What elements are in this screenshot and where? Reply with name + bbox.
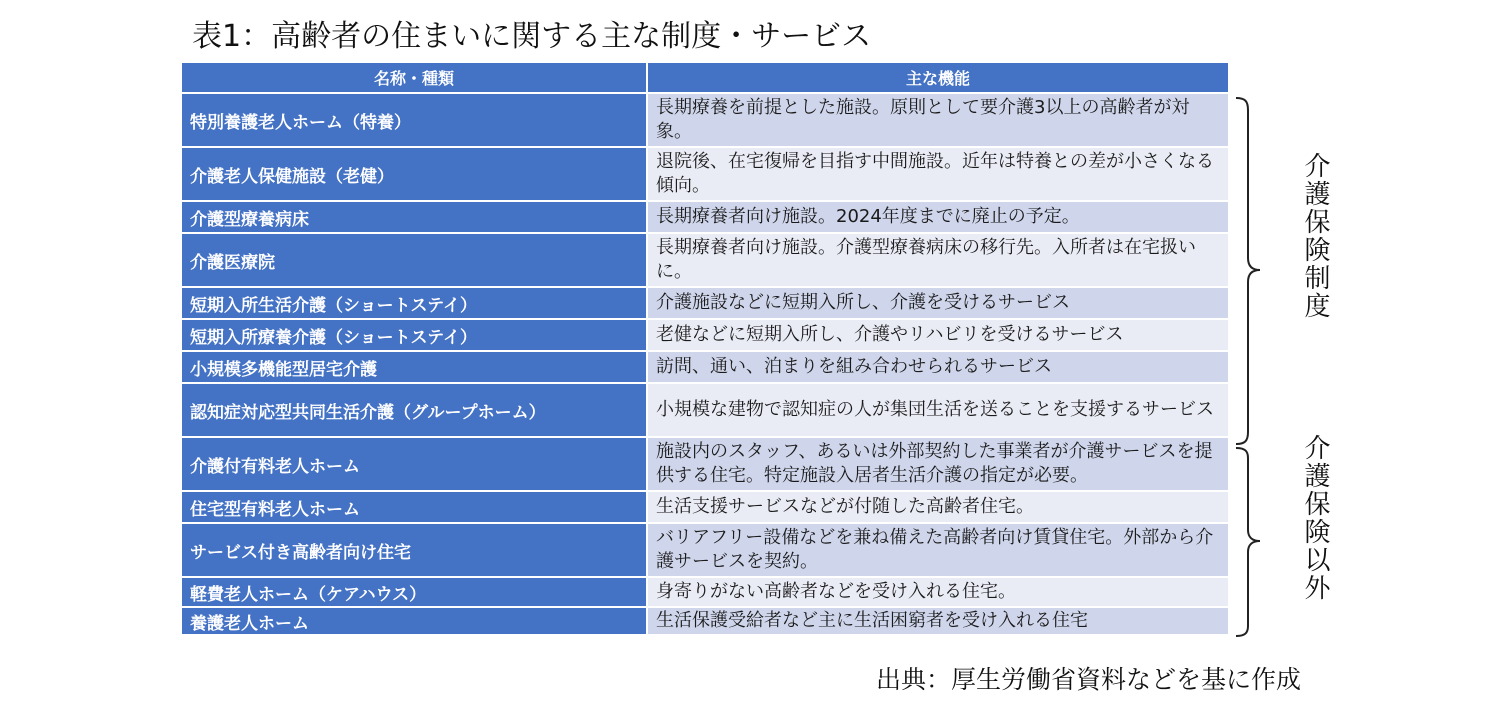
row-name: 介護付有料老人ホーム (181, 437, 647, 491)
row-name: 短期入所療養介護（ショートステイ） (181, 319, 647, 351)
row-name: 介護型療養病床 (181, 201, 647, 233)
table-row (181, 201, 1229, 233)
row-name: 住宅型有料老人ホーム (181, 491, 647, 523)
table-row (181, 147, 1229, 201)
group-label-non-insurance: 介護保険以外 (1300, 434, 1330, 602)
group-label-care-insurance: 介護保険制度 (1300, 152, 1330, 320)
row-name: 小規模多機能型居宅介護 (181, 351, 647, 383)
row-function: 生活支援サービスなどが付随した高齢者住宅。 (647, 491, 1229, 523)
row-name: 介護医療院 (181, 233, 647, 287)
table-row (181, 437, 1229, 491)
row-name: 介護老人保健施設（老健） (181, 147, 647, 201)
row-function: 施設内のスタッフ、あるいは外部契約した事業者が介護サービスを提供する住宅。特定施設入居者生活介護の指定が必要。 (647, 437, 1229, 491)
table-row (181, 523, 1229, 577)
table-row (181, 351, 1229, 383)
source-note: 出典：厚生労働省資料などを基に作成 (876, 665, 1302, 694)
header-name: 名称・種類 (181, 63, 647, 93)
row-function: 長期療養を前提とした施設。原則として要介護3以上の高齢者が対象。 (647, 93, 1229, 147)
group-braces (1234, 96, 1274, 638)
services-table (180, 63, 1230, 636)
brace-non-insurance (1236, 448, 1260, 636)
row-function: 介護施設などに短期入所し、介護を受けるサービス (647, 287, 1229, 319)
table-header-row (181, 63, 1229, 93)
table-title: 表1：高齢者の住まいに関する主な制度・サービス (192, 19, 872, 54)
table-row (181, 93, 1229, 147)
table-row (181, 319, 1229, 351)
row-function: バリアフリー設備などを兼ね備えた高齢者向け賃貸住宅。外部から介護サービスを契約。 (647, 523, 1229, 577)
row-function: 生活保護受給者など主に生活困窮者を受け入れる住宅 (647, 607, 1229, 635)
row-name: 認知症対応型共同生活介護（グループホーム） (181, 383, 647, 437)
header-function: 主な機能 (647, 63, 1229, 93)
row-name: 短期入所生活介護（ショートステイ） (181, 287, 647, 319)
row-function: 小規模な建物で認知症の人が集団生活を送ることを支援するサービス (647, 383, 1229, 437)
row-name: 養護老人ホーム (181, 607, 647, 635)
row-name: サービス付き高齢者向け住宅 (181, 523, 647, 577)
table-row (181, 287, 1229, 319)
table-row (181, 491, 1229, 523)
row-function: 訪問、通い、泊まりを組み合わせられるサービス (647, 351, 1229, 383)
table-row (181, 233, 1229, 287)
table-row (181, 607, 1229, 635)
brace-care-insurance (1236, 98, 1260, 444)
row-name: 特別養護老人ホーム（特養） (181, 93, 647, 147)
table-row (181, 383, 1229, 437)
row-function: 長期療養者向け施設。2024年度までに廃止の予定。 (647, 201, 1229, 233)
table-row (181, 577, 1229, 607)
row-function: 退院後、在宅復帰を目指す中間施設。近年は特養との差が小さくなる傾向。 (647, 147, 1229, 201)
row-function: 身寄りがない高齢者などを受け入れる住宅。 (647, 577, 1229, 607)
row-function: 老健などに短期入所し、介護やリハビリを受けるサービス (647, 319, 1229, 351)
row-function: 長期療養者向け施設。介護型療養病床の移行先。入所者は在宅扱いに。 (647, 233, 1229, 287)
row-name: 軽費老人ホーム（ケアハウス） (181, 577, 647, 607)
